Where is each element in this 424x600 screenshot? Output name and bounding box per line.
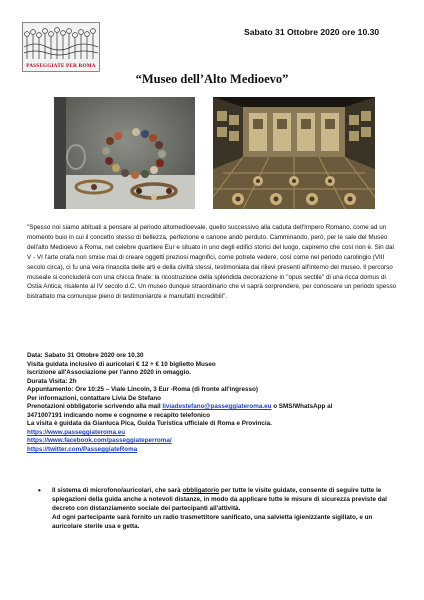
safety-notice [38, 486, 400, 531]
booking-email-link[interactable]: liviadestefano@passeggiateroma.eu [162, 403, 272, 411]
museum-description: "Spesso noi siamo abituati a pensare al periodo altomedioevale, quello successivo alla caduta dell'Impero Romano, come ad un momento buio in cui il concetto stesso di bellezza, perfezione e canone andò perduto. Camminando, però, per le sale del Museo dell'alto Medioevo a Roma, nel celebre quartiere Eur e situato in uno degli edifici storici del luogo, capiremo che così non è. Sin dal V - VI l'arte orafa non smise mai di creare oggetti preziosi magnifici, come potrete vedere, così come nel periodo carolingio (VIII secolo circa), ci fu una vera rinascita delle arti e della civiltà stessi, testimoniata dai rilievi presenti all'interno del museo. Il percorso museale si concluderà con una chicca finale: la ricostruzione della splendida decorazione in "opus sectile" di una ricca domus di Ostia Antica, risalente al IV secolo d.C. Un museo dunque straordinario che vi saprà sorprendere, per conoscere un periodo spesso bistrattato ma comunque pieno di testimonianze e manufatti incredibili". [27, 224, 397, 301]
info-phone: 3471007191 indicando nome e cognome e recapito telefonico [27, 411, 211, 419]
notice-mandatory: obbligatorio [182, 487, 220, 494]
booking-prefix: Prenotazioni obbligatorie scrivendo alla mail [27, 403, 163, 411]
mosaic-room-photo [213, 97, 375, 209]
notice-text-3: Ad ogni partecipante sarà fornito un radio trasmettitore sanificato, una salvietta igienizzante sigillato, e un auricolare sterile usa e getta. [52, 514, 373, 531]
notice-text-2: per tutte le visite guidate, consente di seguire tutte le spiegazioni della guida anche a notevoli distanze, in modo da applicare tutte le misure di sicurezza previste dal decreto con distanziamento sociale dei partecipanti all'attività. [52, 487, 387, 513]
event-info [27, 352, 407, 455]
logo-illustration [23, 23, 99, 63]
booking-suffix: o SMS/WhatsApp al [271, 403, 333, 411]
website-link[interactable]: https://www.passeggiateroma.eu [27, 428, 126, 436]
jewelry-photo [54, 97, 195, 209]
info-duration: Durata Visita: 2h [27, 377, 77, 385]
info-guide: La visita è guidata da Gianluca Pica, Guida Turistica ufficiale di Roma e Provincia. [27, 420, 272, 428]
association-logo [22, 22, 100, 72]
info-booking [27, 403, 407, 412]
notice-item [38, 486, 400, 531]
event-date: Sabato 31 Ottobre 2020 ore 10.30 [244, 27, 380, 37]
page-title: “Museo dell’Alto Medioevo” [135, 72, 289, 86]
logo-text: PASSEGGIATE PER ROMA [26, 63, 96, 69]
info-date: Data: Sabato 31 Ottobre 2020 ore 10.30 [27, 352, 144, 359]
info-meeting-point: Appuntamento: Ore 10:25 – Viale Lincoln, 3 Eur -Roma (di fronte all'ingresso) [27, 386, 258, 394]
info-price: Visita guidata inclusivo di auricolari € 12 + € 10 biglietto Museo [27, 360, 216, 368]
info-contact: Per informazioni, contattare Livia De Stefano [27, 394, 162, 402]
twitter-link[interactable]: https://twitter.com/PasseggiateRoma [27, 446, 138, 454]
info-membership: Iscrizione all'Associazione per l'anno 2020 in omaggio. [27, 369, 191, 377]
facebook-link[interactable]: https://www.facebook.com/passeggiateperroma/ [27, 437, 172, 445]
notice-text-1: Il sistema di microfono/auricolari, che sarà [52, 487, 183, 494]
